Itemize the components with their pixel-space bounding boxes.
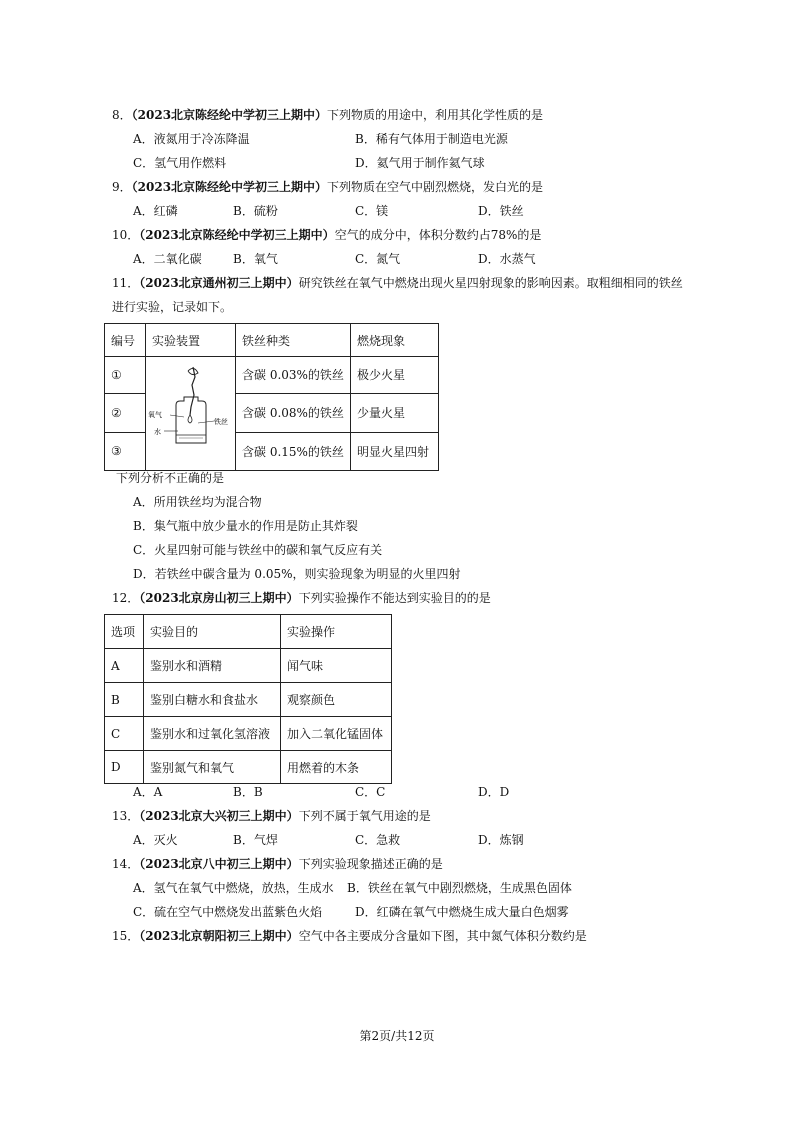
q8-option-a: A．液氮用于冷冻降温 — [133, 132, 250, 146]
q11-table — [104, 323, 439, 471]
q11-row-type: 含碳 0.15%的铁丝 — [236, 432, 351, 470]
question-14-stem: 14．（2023北京八中初三上期中）下列实验现象描述正确的是 — [112, 857, 443, 871]
label-water: 水 — [154, 428, 161, 436]
q14-option-c: C．硫在空气中燃烧发出蓝紫色火焰 — [133, 905, 323, 919]
q12-header-purpose: 实验目的 — [144, 615, 281, 649]
question-15-stem: 15．（2023北京朝阳初三上期中）空气中各主要成分含量如下图，其中氮气体积分数约是 — [112, 929, 587, 943]
q14-option-d: D．红磷在氧气中燃烧生成大量白色烟雾 — [355, 905, 569, 919]
q14-option-a: A．氢气在氧气中燃烧，放热，生成水 — [133, 881, 334, 895]
q13-option-b: B．气焊 — [233, 833, 278, 847]
q9-option-a: A．红磷 — [133, 204, 178, 218]
q12-header-operation: 实验操作 — [281, 615, 392, 649]
apparatus-diagram-icon — [146, 357, 235, 467]
q8-option-d: D．氦气用于制作氦气球 — [355, 156, 485, 170]
q12-option-b: B．B — [233, 785, 263, 799]
q9-option-b: B．硫粉 — [233, 204, 278, 218]
q12-table — [104, 614, 392, 784]
q14-option-b: B．铁丝在氧气中剧烈燃烧，生成黑色固体 — [347, 881, 572, 895]
label-wire: 铁丝 — [214, 418, 228, 426]
q13-option-a: A．灭火 — [133, 833, 178, 847]
question-12-stem: 12．（2023北京房山初三上期中）下列实验操作不能达到实验目的的是 — [112, 591, 491, 605]
apparatus-cell — [146, 357, 236, 471]
q11-row-result: 少量火星 — [350, 393, 438, 432]
table-row: C 鉴别水和过氧化氢溶液 加入二氧化锰固体 — [105, 717, 392, 751]
q11-option-a: A．所用铁丝均为混合物 — [133, 495, 262, 509]
q11-option-b: B．集气瓶中放少量水的作用是防止其炸裂 — [133, 519, 358, 533]
question-8-stem: 8．（2023北京陈经纶中学初三上期中）下列物质的用途中，利用其化学性质的是 — [112, 108, 544, 122]
q12-header-option: 选项 — [105, 615, 144, 649]
question-11-stem-cont: 进行实验，记录如下。 — [112, 300, 233, 314]
table-row: A 鉴别水和酒精 闻气味 — [105, 649, 392, 683]
q10-option-d: D．水蒸气 — [478, 252, 536, 266]
question-11-stem: 11．（2023北京通州初三上期中）研究铁丝在氧气中燃烧出现火星四射现象的影响因素。取粗细相同的铁丝 — [112, 276, 683, 290]
q11-row-result: 明显火星四射 — [350, 432, 438, 470]
q11-header-type: 铁丝种类 — [236, 324, 351, 357]
q11-header-result: 燃烧现象 — [350, 324, 438, 357]
q13-option-d: D．炼钢 — [478, 833, 524, 847]
q11-header-id: 编号 — [105, 324, 146, 357]
q10-option-b: B．氧气 — [233, 252, 278, 266]
label-oxygen: 氧气 — [148, 411, 162, 419]
q11-row-id: ① — [105, 357, 146, 394]
table-row: D 鉴别氮气和氧气 用燃着的木条 — [105, 751, 392, 784]
q11-row-type: 含碳 0.03%的铁丝 — [236, 357, 351, 394]
q11-row-type: 含碳 0.08%的铁丝 — [236, 393, 351, 432]
question-10-stem: 10．（2023北京陈经纶中学初三上期中）空气的成分中，体积分数约占78%的是 — [112, 228, 542, 242]
question-9-stem: 9．（2023北京陈经纶中学初三上期中）下列物质在空气中剧烈燃烧，发白光的是 — [112, 180, 544, 194]
q11-option-d: D．若铁丝中碳含量为 0.05%，则实验现象为明显的火里四射 — [133, 567, 461, 581]
question-13-stem: 13．（2023北京大兴初三上期中）下列不属于氧气用途的是 — [112, 809, 431, 823]
q11-analysis: 下列分析不正确的是 — [116, 471, 225, 485]
q12-option-c: C．C — [355, 785, 386, 799]
q11-row-id: ③ — [105, 432, 146, 470]
page-footer: 第2页/共12页 — [359, 1029, 435, 1043]
q10-option-c: C．氮气 — [355, 252, 401, 266]
q11-header-apparatus: 实验装置 — [146, 324, 236, 357]
q10-option-a: A．二氧化碳 — [133, 252, 202, 266]
q11-row-id: ② — [105, 393, 146, 432]
q9-option-d: D．铁丝 — [478, 204, 524, 218]
q8-option-c: C．氢气用作燃料 — [133, 156, 227, 170]
q13-option-c: C．急救 — [355, 833, 401, 847]
q8-option-b: B．稀有气体用于制造电光源 — [355, 132, 508, 146]
table-row: B 鉴别白糖水和食盐水 观察颜色 — [105, 683, 392, 717]
q12-option-d: D．D — [478, 785, 510, 799]
q11-option-c: C．火星四射可能与铁丝中的碳和氧气反应有关 — [133, 543, 383, 557]
q12-option-a: A．A — [133, 785, 163, 799]
q11-row-result: 极少火星 — [350, 357, 438, 394]
q9-option-c: C．镁 — [355, 204, 389, 218]
